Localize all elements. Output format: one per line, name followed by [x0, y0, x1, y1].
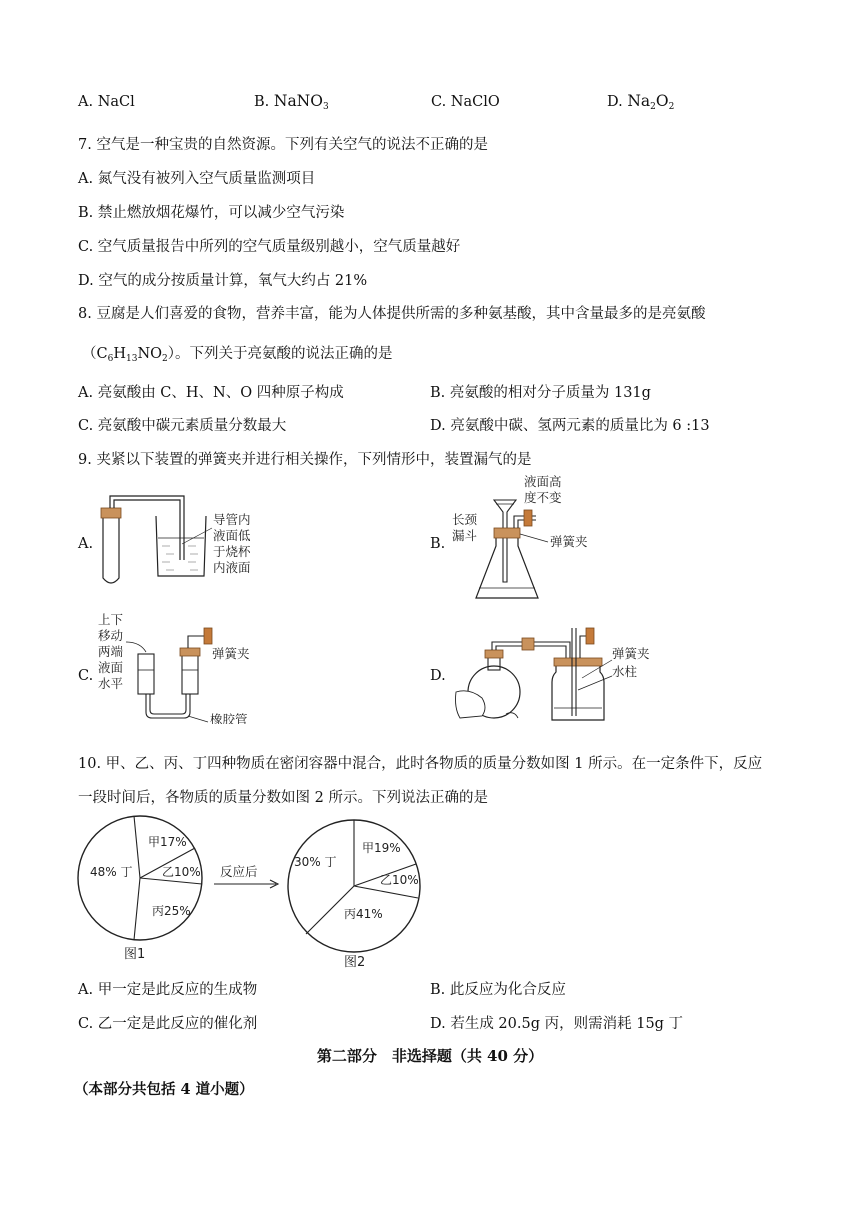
- q9-b-label-left-1: 长颈: [452, 512, 478, 527]
- q8-option-b: B. 亮氨酸的相对分子质量为 131g: [430, 385, 651, 401]
- q10-option-c: C. 乙一定是此反应的催化剂: [78, 1016, 258, 1032]
- q9-figure-c: [96, 612, 266, 724]
- q10-option-a: A. 甲一定是此反应的生成物: [78, 982, 258, 998]
- q9-figure-a: [96, 488, 266, 588]
- q9-c-label-left-2: 移动: [98, 628, 124, 643]
- reaction-arrow-label: 反应后: [220, 864, 258, 879]
- q9-figure-b: [446, 474, 616, 610]
- q8-formula-line: $(C_6H_{13}NO_2)$。下列关于亮氨酸的说法正确的是: [82, 346, 393, 364]
- q9-c-label-left-4: 液面: [98, 660, 124, 675]
- q9-option-c-letter: C.: [78, 668, 94, 684]
- q9-b-label-left-2: 漏斗: [452, 528, 478, 543]
- q9-c-label-left-1: 上下: [98, 612, 124, 627]
- q9-a-label-4: 内液面: [213, 560, 251, 575]
- q9-b-label-top-2: 度不变: [524, 490, 562, 505]
- fig2-yi-label: 乙10%: [380, 873, 419, 887]
- part2-title: 第二部分 非选择题（共 40 分）: [316, 1047, 544, 1065]
- q9-c-label-left-5: 水平: [98, 676, 124, 691]
- q6-option-d: D. $Na_2O_2$: [607, 92, 675, 112]
- q9-c-label-left-3: 两端: [98, 644, 124, 659]
- fig2-jia-label: 甲19%: [362, 841, 401, 855]
- q9-c-label-clip: 弹簧夹: [212, 646, 250, 661]
- q9-c-label-tube: 橡胶管: [210, 712, 248, 724]
- q7-stem: 7. 空气是一种宝贵的自然资源。下列有关空气的说法不正确的是: [78, 137, 488, 153]
- q7-option-d: D. 空气的成分按质量计算，氧气大约占 21%: [78, 273, 368, 289]
- q9-d-label-clip: 弹簧夹: [612, 646, 650, 661]
- q7-option-b: B. 禁止燃放烟花爆竹，可以减少空气污染: [78, 205, 345, 221]
- q10-figure-2: [288, 820, 420, 970]
- q10-option-d: D. 若生成 20.5g 丙，则需消耗 15g 丁: [430, 1016, 684, 1032]
- fig1-ding-label: 48% 丁: [90, 865, 133, 879]
- fig2-bing-label: 丙41%: [344, 907, 383, 921]
- fig1-caption: 图1: [124, 947, 146, 962]
- q9-b-label-top-1: 液面高: [524, 474, 562, 489]
- part2-note: （本部分共包括 4 道小题）: [74, 1081, 254, 1098]
- q8-stem: 8. 豆腐是人们喜爱的食物，营养丰富，能为人体提供所需的多种氨基酸，其中含量最多的是亮氨酸: [78, 306, 706, 322]
- q9-d-label-col: 水柱: [612, 664, 638, 679]
- q10-figure-1: [78, 816, 202, 962]
- q8-option-a: A. 亮氨酸由 C、H、N、O 四种原子构成: [78, 385, 344, 401]
- fig1-yi-label: 乙10%: [162, 865, 201, 879]
- fig2-caption: 图2: [344, 955, 366, 970]
- q8-option-d: D. 亮氨酸中碳、氢两元素的质量比为 6 :13: [430, 418, 710, 434]
- q7-option-c: C. 空气质量报告中所列的空气质量级别越小，空气质量越好: [78, 239, 461, 255]
- q9-option-a-letter: A.: [78, 536, 94, 552]
- q6-option-b: B. NaNO$_3$: [254, 92, 329, 112]
- fig1-jia-label: 甲17%: [148, 835, 187, 849]
- q10-pie-figures: [76, 812, 456, 972]
- fig1-bing-label: 丙25%: [152, 904, 191, 918]
- q9-stem: 9. 夹紧以下装置的弹簧夹并进行相关操作，下列情形中，装置漏气的是: [78, 452, 532, 468]
- q9-option-b-letter: B.: [430, 536, 446, 552]
- q6-option-a: A. NaCl: [78, 94, 135, 110]
- q9-option-d-letter: D.: [430, 668, 446, 684]
- q9-figure-d: [452, 620, 692, 726]
- q7-option-a: A. 氮气没有被列入空气质量监测项目: [78, 171, 316, 187]
- q10-stem-2: 一段时间后，各物质的质量分数如图 2 所示。下列说法正确的是: [78, 790, 488, 806]
- q9-a-label-2: 液面低: [213, 528, 251, 543]
- q10-option-b: B. 此反应为化合反应: [430, 982, 566, 998]
- q6-option-c: C. NaClO: [431, 94, 500, 110]
- fig2-ding-label: 30% 丁: [294, 855, 337, 869]
- q10-stem-1: 10. 甲、乙、丙、丁四种物质在密闭容器中混合，此时各物质的质量分数如图 1 所示。在一定条件下，反应: [78, 756, 763, 772]
- q9-a-label-3: 于烧杯: [213, 544, 251, 559]
- q9-b-label-clip: 弹簧夹: [550, 534, 588, 549]
- q8-option-c: C. 亮氨酸中碳元素质量分数最大: [78, 418, 287, 434]
- q9-a-label-1: 导管内: [213, 512, 251, 527]
